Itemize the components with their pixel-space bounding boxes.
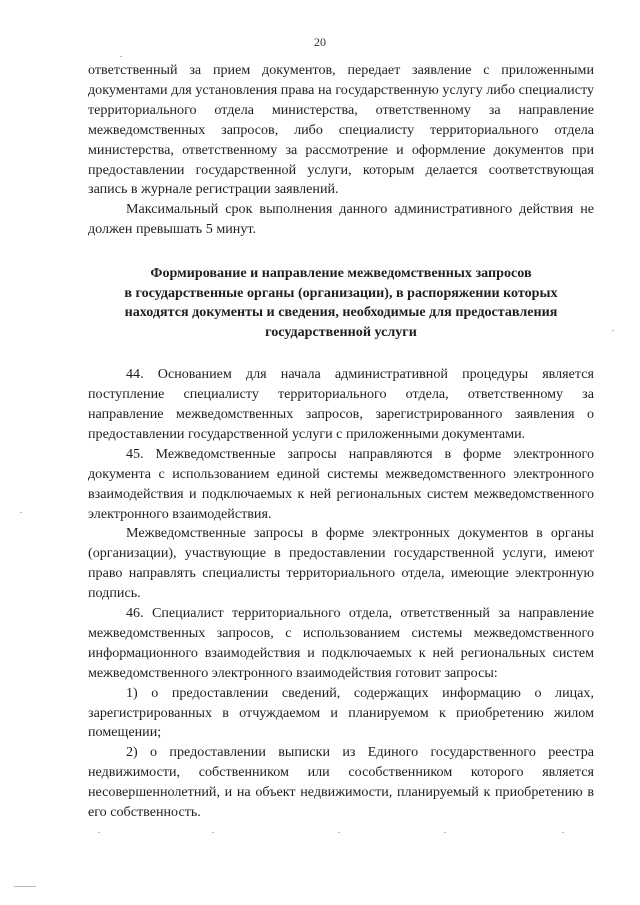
heading-line: в государственные органы (организации), в распоряжении которых [124, 284, 558, 301]
paragraph-45-requests: Межведомственные запросы в форме электронных документов в органы (организации), участвующие в предоставлении государственной услуги, имеют право направлять специалисты территориального отдела, имеющие электронную подпись. [88, 525, 594, 602]
paragraph-max-time: Максимальный срок выполнения данного административного действия не должен превышать 5 минут. [88, 201, 594, 238]
scan-speck [120, 56, 122, 57]
scan-speck [98, 832, 100, 833]
scan-speck [562, 832, 564, 833]
heading-line: находятся документы и сведения, необходимые для предоставления [124, 304, 558, 321]
list-item-2: 2) о предоставлении выписки из Единого государственного реестра недвижимости, собственником или сособственником которого является несовершеннолетний, и на объект недвижимости, планируемый к приобретению в его собственность. [88, 744, 594, 821]
scan-speck [444, 832, 446, 833]
page-content [88, 61, 594, 823]
heading-line: государственной услуги [265, 323, 417, 340]
scan-speck [338, 832, 340, 833]
scan-speck [20, 512, 22, 513]
scan-speck [612, 330, 614, 331]
page-number: 20 [314, 35, 326, 49]
scan-speck [212, 832, 214, 833]
paragraph-44: 44. Основанием для начала административной процедуры является поступление специалисту территориального отдела, ответственному за направление межведомственных запросов, зарегистрированного заявления о предоставлении государственной услуги с приложенными документами. [88, 366, 594, 442]
paragraph-continuation: ответственный за прием документов, передает заявление с приложенными документами для установления права на государственную услугу либо специалисту территориального отдела министерства, ответственному за направление межведомственных запросов, либо специалисту территориального отдела министерства, ответственному за рассмотрение и оформление документов при предоставлении государственной услуги, которым делается соответствующая запись в журнале регистрации заявлений. [88, 62, 594, 198]
list-item-1: 1) о предоставлении сведений, содержащих информацию о лицах, зарегистрированных в отчуждаемом и планируемом к приобретению жилом помещении; [88, 684, 594, 741]
paragraph-46: 46. Специалист территориального отдела, ответственный за направление межведомственных запросов, с использованием системы межведомственного информационного взаимодействия и подключаемых к ней региональных систем межведомственного электронного взаимодействия готовит запросы: [88, 605, 594, 681]
heading-line: Формирование и направление межведомственных запросов [150, 265, 532, 282]
scan-speck [14, 886, 36, 887]
section-heading [88, 264, 594, 342]
paragraph-45: 45. Межведомственные запросы направляются в форме электронного документа с использованием единой системы межведомственного электронного взаимодействия и подключаемых к ней региональных систем межведомственного электронного взаимодействия. [88, 445, 594, 522]
